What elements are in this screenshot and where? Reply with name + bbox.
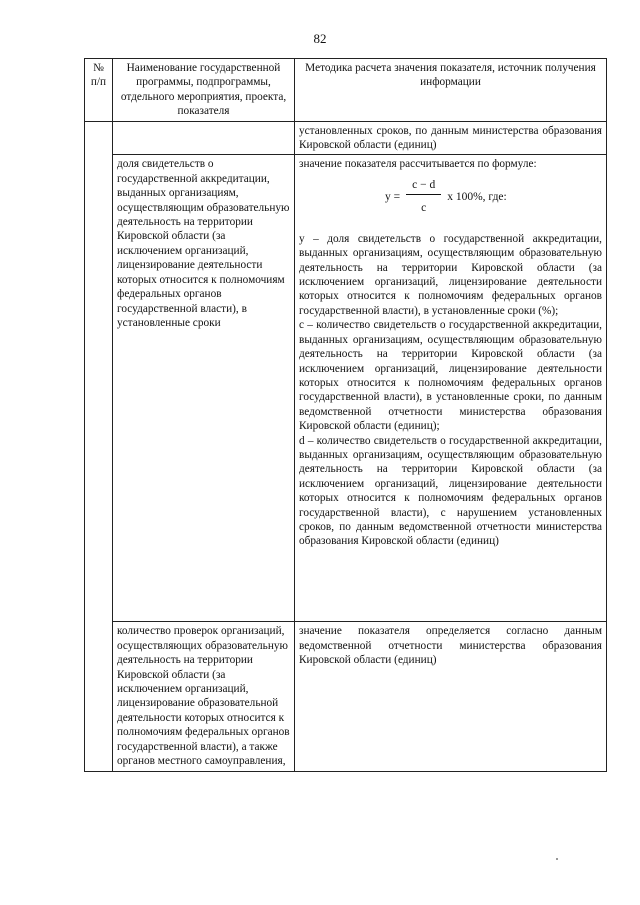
method-cell — [295, 155, 607, 622]
page-number: 82 — [313, 31, 327, 46]
header-name: Наименование государственной программы, подпрограммы, отдельного мероприятия, проекта, показателя — [113, 59, 295, 122]
header-method: Методика расчета значения показателя, источник получения информации — [295, 59, 607, 122]
indicator-cell — [113, 121, 295, 155]
table-header-row — [85, 59, 607, 122]
formula-block — [299, 178, 602, 228]
scan-speck — [556, 858, 558, 860]
method-intro: значение показателя рассчитывается по формуле: — [299, 158, 537, 171]
indicators-table — [84, 58, 607, 772]
method-cell: установленных сроков, по данным министерства образования Кировской области (единиц) — [295, 121, 607, 155]
indicator-cell: количество проверок организаций, осуществляющих образовательную деятельность на территории Кировской области (за исключением организаций, лицензирование образовательной деятельности которых относится к полномочиям федеральных органов государственной власти), а также органов местного самоуправления, — [113, 622, 295, 771]
formula-numerator: c − d — [406, 178, 441, 195]
definition-d: d – количество свидетельств о государственной аккредитации, выданных организациям, осуществляющим образовательную деятельность на территории Кировской области (за исключением организаций, лицензирование деятельности которых относится к полномочиям федеральных органов государственной власти), с нарушением установленных сроков, по данным ведомственной отчетности министерства образования Кировской области (единиц) — [299, 434, 602, 548]
table-row — [85, 622, 607, 771]
formula-fraction — [406, 178, 441, 216]
header-number: № п/п — [85, 59, 113, 122]
formula — [385, 178, 507, 216]
formula-lhs: y = — [385, 190, 401, 203]
definition-c: c – количество свидетельств о государственной аккредитации, выданных организациям, осуществляющим образовательную деятельность на территории Кировской области (за исключением организаций, лицензирование деятельности которых относится к полномочиям федеральных органов государственной власти), в установленные сроки, по данным ведомственной отчетности министерства образования Кировской области (единиц); — [299, 319, 602, 433]
formula-denominator: c — [421, 202, 427, 215]
indicator-cell: доля свидетельств о государственной аккредитации, выданных организациям, осуществляющим образовательную деятельность на территории Кировской области (за исключением организаций, лицензирование деятельности которых относится к полномочиям федеральных органов государственной власти), в установленные сроки — [113, 155, 295, 622]
table-row — [85, 155, 607, 622]
definition-y: y – доля свидетельств о государственной аккредитации, выданных организациям, осуществляющим образовательную деятельность на территории Кировской области (за исключением организаций, лицензирование деятельности которых относится к полномочиям федеральных органов государственной власти), в установленные сроки (%); — [299, 232, 602, 317]
formula-tail: x 100%, где: — [447, 190, 507, 203]
method-cell: значение показателя определяется согласно данным ведомственной отчетности министерства образования Кировской области (единиц) — [295, 622, 607, 771]
table-row — [85, 121, 607, 155]
row-number-cell — [85, 121, 113, 771]
